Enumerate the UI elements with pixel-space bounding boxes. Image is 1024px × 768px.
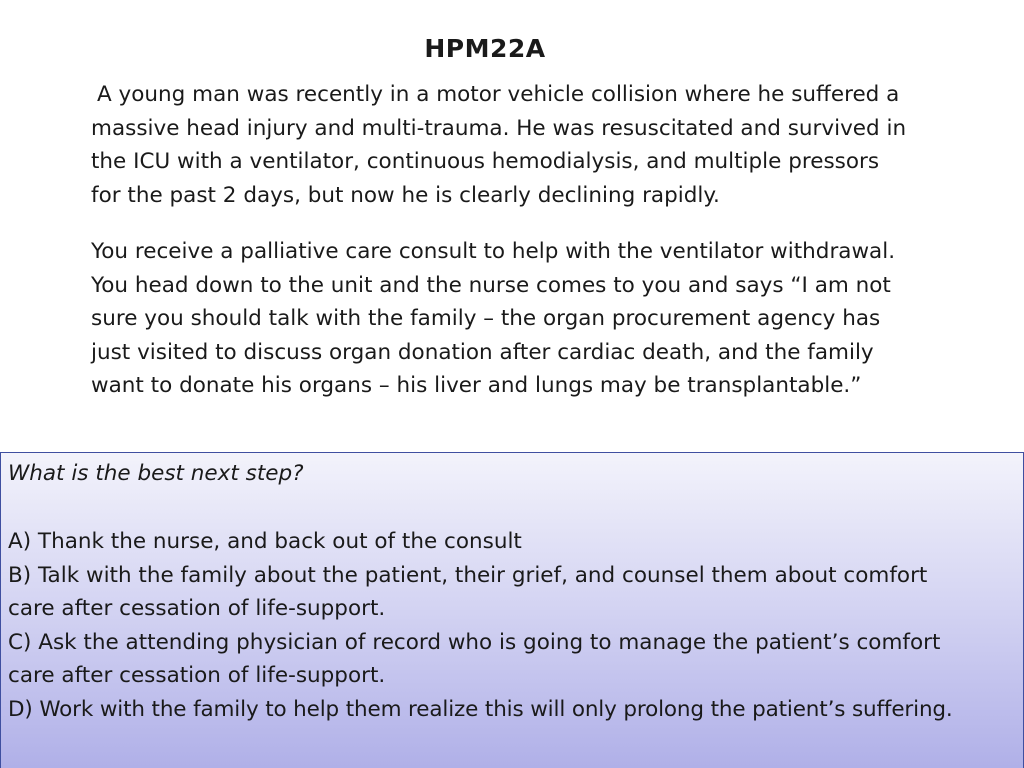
- case-paragraph-2-line: You head down to the unit and the nurse comes to you and says “I am not: [91, 272, 891, 298]
- case-paragraph-1-line: the ICU with a ventilator, continuous hemodialysis, and multiple pressors: [91, 149, 880, 174]
- case-paragraph-2-line: just visited to discuss organ donation after cardiac death, and the family: [91, 339, 874, 365]
- case-paragraph-2-line: sure you should talk with the family – the organ procurement agency has: [91, 306, 881, 331]
- answer-option-b-continued: care after cessation of life-support.: [8, 596, 386, 621]
- question-prompt: What is the best next step?: [8, 461, 304, 486]
- case-paragraph-1: [91, 78, 981, 212]
- answer-option-d: D) Work with the family to help them realize this will only prolong the patient’s suffering.: [8, 697, 953, 722]
- case-paragraph-1-line: massive head injury and multi-trauma. He was resuscitated and survived in: [91, 115, 907, 141]
- answer-option-c: C) Ask the attending physician of record who is going to manage the patient’s comfort: [8, 630, 941, 655]
- answer-option-b: B) Talk with the family about the patient, their grief, and counsel them about comfort: [8, 563, 928, 588]
- case-paragraph-1-line: for the past 2 days, but now he is clearly declining rapidly.: [91, 182, 720, 208]
- case-paragraph-2-line: You receive a palliative care consult to help with the ventilator withdrawal.: [91, 239, 896, 264]
- case-paragraph-2: [91, 235, 981, 403]
- question-box: [0, 452, 1024, 768]
- case-paragraph-2-line: want to donate his organs – his liver and lungs may be transplantable.”: [91, 373, 862, 398]
- case-paragraph-1-line: A young man was recently in a motor vehicle collision where he suffered a: [97, 82, 900, 107]
- answer-option-a: A) Thank the nurse, and back out of the consult: [8, 529, 522, 554]
- answer-option-c-continued: care after cessation of life-support.: [8, 663, 386, 688]
- slide-title: HPM22A: [424, 34, 546, 63]
